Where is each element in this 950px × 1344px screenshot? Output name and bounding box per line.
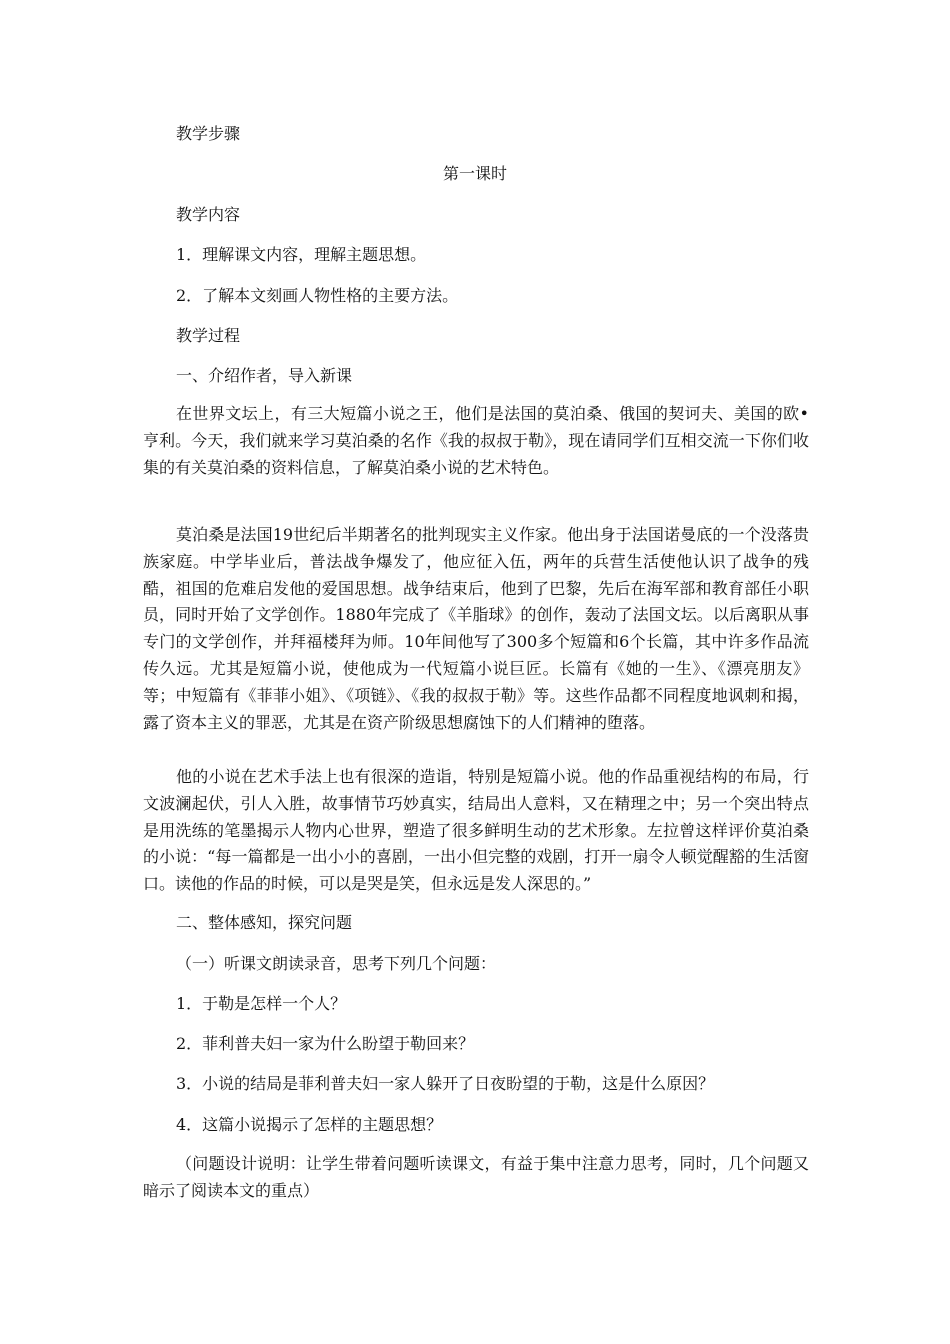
art-style-paragraph: 他的小说在艺术手法上也有很深的造诣，特别是短篇小说。他的作品重视结构的布局，行文波澜起伏，引人入胜，故事情节巧妙真实，结局出人意料，又在精理之中；另一个突出特点是用洗练的笔墨揭示人物内心世界，塑造了很多鲜明生动的艺术形象。左拉曾这样评价莫泊桑的小说：“每一篇都是一出小小的喜剧，一出小但完整的戏剧，打开一扇令人顿觉醒豁的生活窗口。读他的作品的时候，可以是哭是笑，但永远是发人深思的。” bbox=[143, 767, 809, 894]
question-2: 2．菲利普夫妇一家为什么盼望于勒回来？ bbox=[176, 1034, 475, 1053]
steps-heading: 教学步骤 bbox=[176, 124, 241, 143]
subsection1-heading: （一）听课文朗读录音，思考下列几个问题： bbox=[176, 954, 497, 973]
question-3: 3．小说的结局是菲利普夫妇一家人躲开了日夜盼望的于勒，这是什么原因？ bbox=[176, 1074, 715, 1093]
section1-heading: 一、介绍作者，导入新课 bbox=[176, 366, 353, 385]
content-heading: 教学内容 bbox=[176, 205, 241, 224]
question-4: 4．这篇小说揭示了怎样的主题思想？ bbox=[176, 1115, 443, 1134]
question-1: 1．于勒是怎样一个人？ bbox=[176, 994, 347, 1013]
content-item-1: 1．理解课文内容，理解主题思想。 bbox=[176, 245, 427, 264]
author-bio-paragraph: 莫泊桑是法国19世纪后半期著名的批判现实主义作家。他出身于法国诺曼底的一个没落贵族家庭。中学毕业后，普法战争爆发了，他应征入伍，两年的兵营生活使他认识了战争的残酷，祖国的危难启发他的爱国思想。战争结束后，他到了巴黎，先后在海军部和教育部任小职员，同时开始了文学创作。1880年完成了《羊脂球》的创作，轰动了法国文坛。以后离职从事专门的文学创作，并拜福楼拜为师。10年间他写了300多个短篇和6个长篇，其中许多作品流传久远。尤其是短篇小说，使他成为一代短篇小说巨匠。长篇有《她的一生》、《漂亮朋友》等；中短篇有《菲菲小姐》、《项链》、《我的叔叔于勒》等。这些作品都不同程度地讽刺和揭，露了资本主义的罪恶，尤其是在资产阶级思想腐蚀下的人们精神的堕落。 bbox=[143, 525, 809, 732]
design-note: （问题设计说明：让学生带着问题听读课文，有益于集中注意力思考，同时，几个问题又暗示了阅读本文的重点） bbox=[143, 1154, 809, 1200]
lesson-title: 第一课时 bbox=[442, 164, 507, 183]
section2-heading: 二、整体感知，探究问题 bbox=[176, 913, 353, 932]
intro-paragraph: 在世界文坛上，有三大短篇小说之王，他们是法国的莫泊桑、俄国的契诃夫、美国的欧•亨利。今天，我们就来学习莫泊桑的名作《我的叔叔于勒》，现在请同学们互相交流一下你们收集的有关莫泊桑的资料信息，了解莫泊桑小说的艺术特色。 bbox=[143, 404, 809, 477]
process-heading: 教学过程 bbox=[176, 326, 241, 345]
content-item-2: 2．了解本文刻画人物性格的主要方法。 bbox=[176, 286, 459, 305]
